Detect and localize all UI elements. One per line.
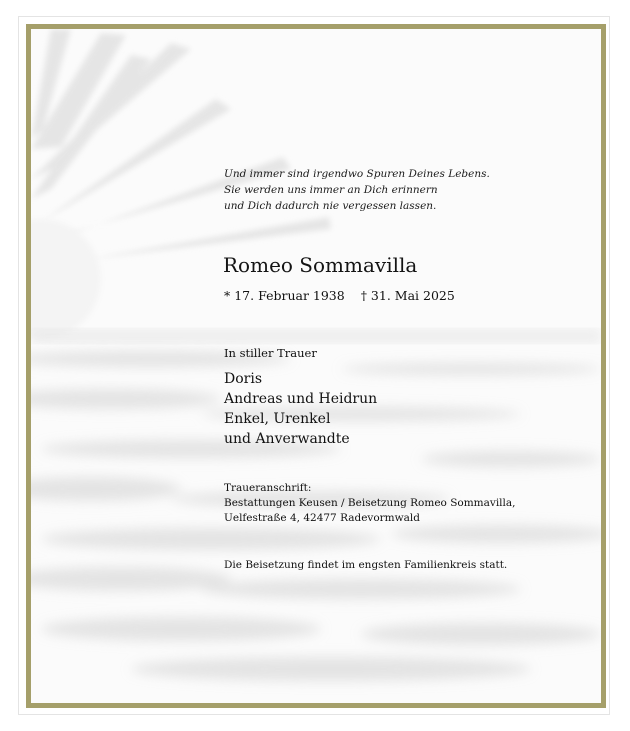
deceased-name: Romeo Sommavilla [223, 253, 418, 277]
life-dates [224, 288, 455, 303]
mourner-item: Andreas und Heidrun [224, 391, 378, 407]
mourning-label: In stiller Trauer [224, 346, 317, 360]
mourner-item: Enkel, Urenkel [224, 411, 331, 427]
memorial-quote [224, 166, 490, 214]
quote-line: Und immer sind irgendwo Spuren Deines Lebens. [224, 168, 490, 180]
address-label: Traueranschrift: [224, 482, 312, 494]
birth-date: * 17. Februar 1938 [224, 288, 345, 303]
mourner-item: Doris [224, 371, 263, 387]
mourner-list [224, 369, 377, 449]
quote-line: Sie werden uns immer an Dich erinnern [224, 184, 438, 196]
quote-line: und Dich dadurch nie vergessen lassen. [224, 200, 437, 212]
condolence-address [224, 481, 516, 526]
death-date: † 31. Mai 2025 [360, 288, 455, 303]
mourner-item: und Anverwandte [224, 431, 350, 447]
address-line: Bestattungen Keusen / Beisetzung Romeo Sommavilla, [224, 497, 516, 509]
burial-notice: Die Beisetzung findet im engsten Familienkreis statt. [224, 559, 508, 571]
address-line: Uelfestraße 4, 42477 Radevormwald [224, 512, 420, 524]
